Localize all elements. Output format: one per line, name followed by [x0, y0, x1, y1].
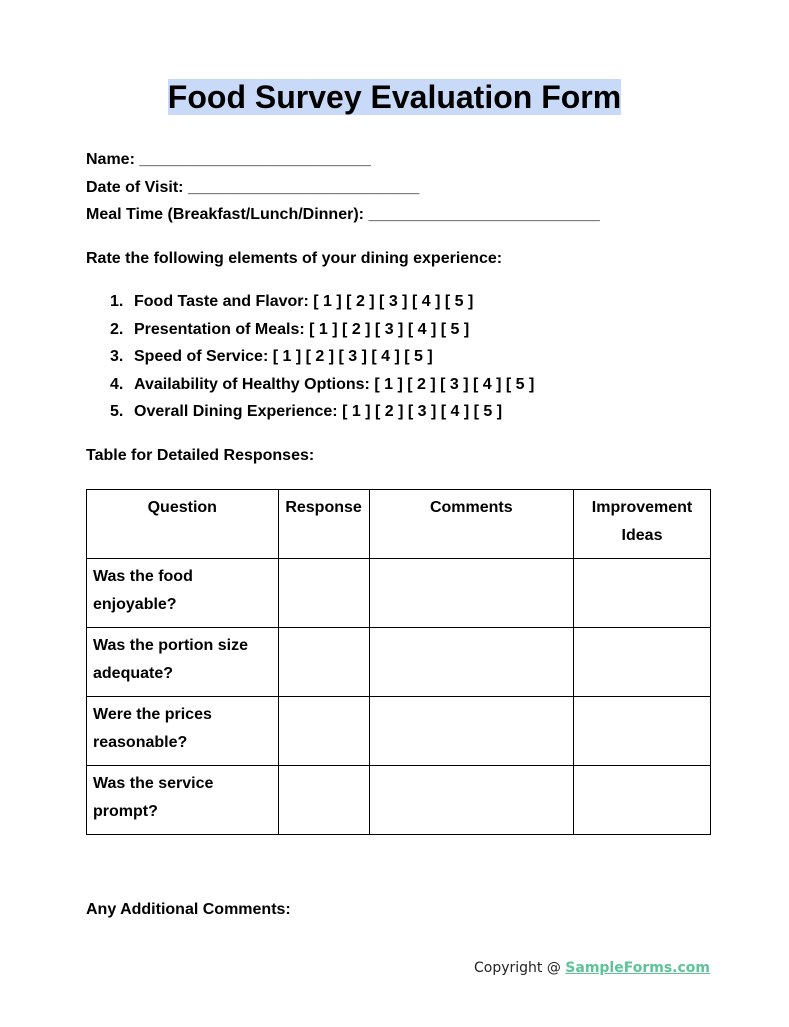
- item-text: Overall Dining Experience: [ 1 ] [ 2 ] [ 3 ] [ 4 ] [ 5 ]: [134, 403, 503, 420]
- comments-cell[interactable]: [369, 628, 573, 697]
- rating-item[interactable]: [110, 346, 534, 374]
- name-field[interactable]: [86, 150, 371, 170]
- header-comments: Comments: [369, 490, 573, 559]
- table-row: [87, 559, 711, 628]
- improvement-cell[interactable]: [574, 766, 711, 835]
- rating-item[interactable]: [110, 291, 534, 319]
- field-blank[interactable]: __________________________: [368, 206, 600, 223]
- table-row: [87, 766, 711, 835]
- rating-item[interactable]: [110, 401, 534, 429]
- title-text: Food Survey Evaluation Form: [167, 79, 622, 115]
- item-text: Presentation of Meals: [ 1 ] [ 2 ] [ 3 ] [ 4 ] [ 5 ]: [134, 320, 470, 338]
- table-row: [87, 697, 711, 766]
- question-cell: Were the prices reasonable?: [87, 697, 279, 766]
- copyright-footer: [474, 960, 710, 976]
- comments-cell[interactable]: [369, 559, 573, 628]
- question-cell: Was the service prompt?: [87, 766, 279, 835]
- item-text: Speed of Service: [ 1 ] [ 2 ] [ 3 ] [ 4 ] [ 5 ]: [134, 348, 433, 365]
- field-label: Name:: [86, 151, 135, 168]
- question-cell: Was the food enjoyable?: [87, 559, 279, 628]
- rating-list: [110, 291, 534, 429]
- responses-table: [86, 489, 711, 835]
- page-title: [0, 79, 789, 116]
- response-cell[interactable]: [278, 628, 369, 697]
- table-header-row: [87, 490, 711, 559]
- item-text: Availability of Healthy Options: [ 1 ] [ 2 ] [ 3 ] [ 4 ] [ 5 ]: [134, 375, 535, 393]
- response-cell[interactable]: [278, 697, 369, 766]
- response-cell[interactable]: [278, 559, 369, 628]
- table-row: [87, 628, 711, 697]
- comments-cell[interactable]: [369, 766, 573, 835]
- item-number: 3.: [110, 348, 124, 365]
- item-number: 4.: [110, 375, 124, 393]
- rating-item[interactable]: [110, 319, 534, 347]
- field-label: Meal Time (Breakfast/Lunch/Dinner):: [86, 206, 364, 223]
- field-blank[interactable]: __________________________: [187, 179, 420, 196]
- rate-prompt: Rate the following elements of your dining experience:: [86, 250, 503, 267]
- meal-time-field[interactable]: [86, 205, 600, 225]
- field-blank[interactable]: __________________________: [139, 151, 371, 168]
- improvement-cell[interactable]: [574, 628, 711, 697]
- date-field[interactable]: [86, 178, 419, 198]
- comments-cell[interactable]: [369, 697, 573, 766]
- improvement-cell[interactable]: [574, 697, 711, 766]
- table-heading: Table for Detailed Responses:: [86, 447, 315, 464]
- response-cell[interactable]: [278, 766, 369, 835]
- improvement-cell[interactable]: [574, 559, 711, 628]
- rating-item[interactable]: [110, 374, 534, 402]
- sampleforms-link[interactable]: SampleForms.com: [565, 960, 710, 976]
- additional-comments-label: Any Additional Comments:: [86, 901, 291, 918]
- question-cell: Was the portion size adequate?: [87, 628, 279, 697]
- item-text: Food Taste and Flavor: [ 1 ] [ 2 ] [ 3 ] [ 4 ] [ 5 ]: [134, 293, 474, 310]
- header-improvement: Improvement Ideas: [574, 490, 711, 559]
- item-number: 5.: [110, 403, 124, 420]
- field-label: Date of Visit:: [86, 179, 184, 196]
- copyright-text: Copyright @: [473, 960, 566, 976]
- header-question: Question: [87, 490, 279, 559]
- item-number: 2.: [110, 320, 124, 338]
- item-number: 1.: [110, 293, 124, 310]
- header-response: Response: [278, 490, 369, 559]
